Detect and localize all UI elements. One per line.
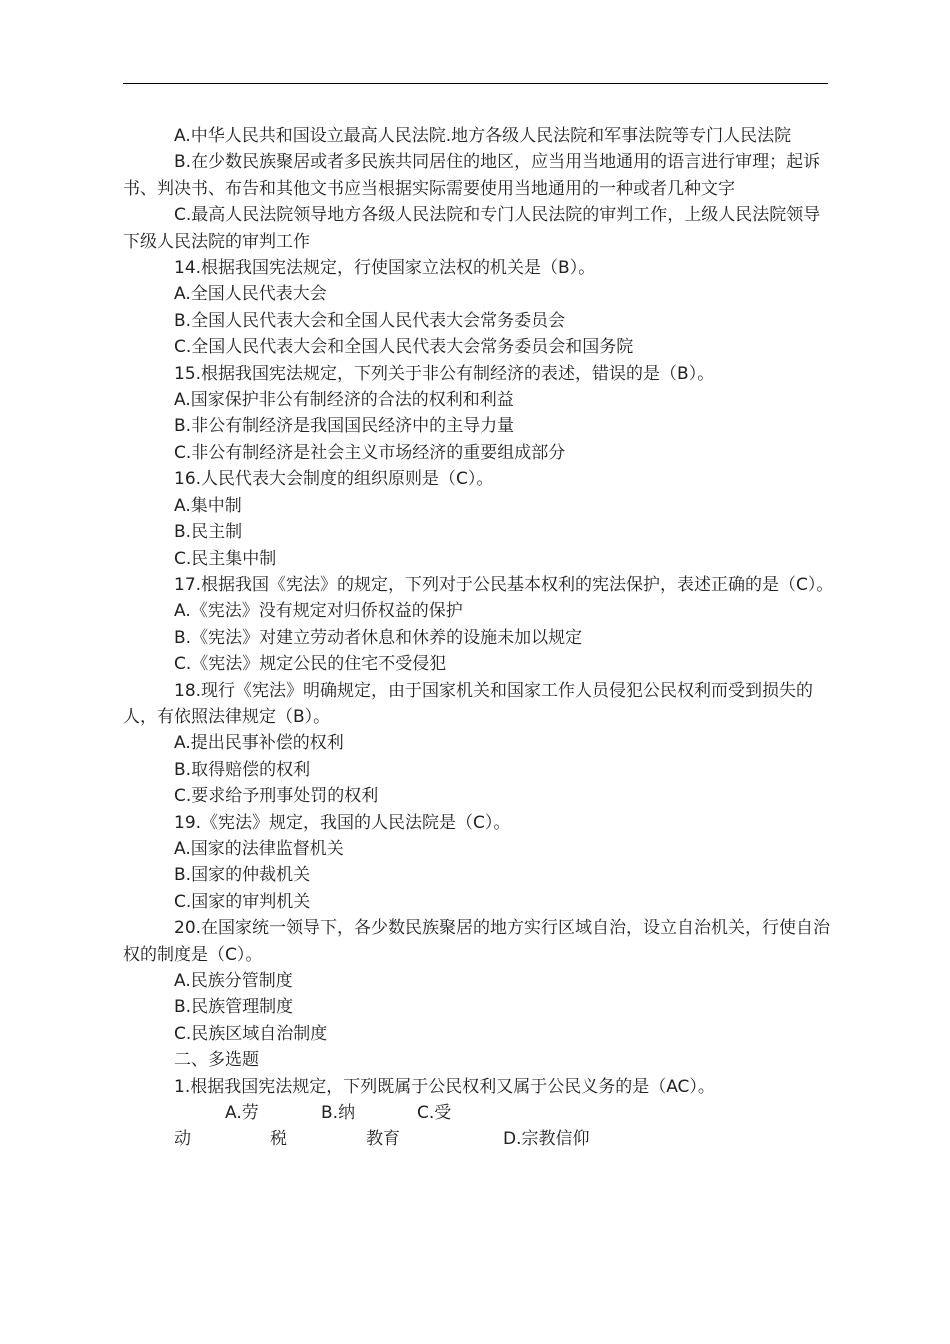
- question-20: 20.在国家统一领导下，各少数民族聚居的地方实行区域自治，设立自治机关，行使自治权的制度是（C）。: [123, 918, 831, 965]
- q19-option-a: A.国家的法律监督机关: [174, 838, 344, 859]
- multi-question-1: 1.根据我国宪法规定，下列既属于公民权利又属于公民义务的是（AC）。: [174, 1076, 715, 1097]
- q17-option-b: B.《宪法》对建立劳动者休息和休养的设施未加以规定: [174, 627, 583, 648]
- q20-option-b: B.民族管理制度: [174, 997, 294, 1018]
- q15-option-a: A.国家保护非公有制经济的合法的权利和利益: [174, 390, 514, 411]
- document-body: [123, 123, 835, 1153]
- q20-option-c: C.民族区域自治制度: [174, 1023, 328, 1044]
- section-heading-multiple-choice: 二、多选题: [174, 1050, 259, 1071]
- q14-option-c: C.全国人民代表大会和全国人民代表大会常务委员会和国务院: [174, 337, 634, 358]
- q16-option-c: C.民主集中制: [174, 548, 277, 569]
- q19-option-b: B.国家的仲裁机关: [174, 865, 311, 886]
- multi-q1-option-c: C.受教育: [366, 1103, 452, 1150]
- q15-option-b: B.非公有制经济是我国国民经济中的主导力量: [174, 416, 515, 437]
- q18-option-c: C.要求给予刑事处罚的权利: [174, 786, 379, 807]
- multi-q1-options: [123, 1100, 835, 1153]
- q16-option-a: A.集中制: [174, 495, 242, 516]
- q17-option-c: C.《宪法》规定公民的住宅不受侵犯: [174, 654, 447, 675]
- q18-option-a: A.提出民事补偿的权利: [174, 733, 344, 754]
- q13-option-a: A.中华人民共和国设立最高人民法院.地方各级人民法院和军事法院等专门人民法院: [174, 126, 792, 146]
- q13-option-b: B.在少数民族聚居或者多民族共同居住的地区，应当用当地通用的语言进行审理；起诉书、判决书、布告和其他文书应当根据实际需要使用当地通用的一种或者几种文字: [123, 152, 821, 199]
- multi-q1-option-a: A.劳动: [174, 1103, 259, 1150]
- question-16: 16.人民代表大会制度的组织原则是（C）。: [174, 469, 494, 490]
- question-19: 19.《宪法》规定，我国的人民法院是（C）。: [174, 812, 511, 833]
- question-15: 15.根据我国宪法规定，下列关于非公有制经济的表述，错误的是（B）。: [174, 363, 715, 384]
- q17-option-a: A.《宪法》没有规定对归侨权益的保护: [174, 601, 463, 622]
- q14-option-b: B.全国人民代表大会和全国人民代表大会常务委员会: [174, 310, 566, 331]
- header-rule: [123, 83, 828, 84]
- q20-option-a: A.民族分管制度: [174, 971, 293, 991]
- q16-option-b: B.民主制: [174, 522, 243, 543]
- q18-option-b: B.取得赔偿的权利: [174, 759, 311, 780]
- q14-option-a: A.全国人民代表大会: [174, 284, 327, 305]
- q19-option-c: C.国家的审判机关: [174, 891, 311, 912]
- question-14: 14.根据我国宪法规定，行使国家立法权的机关是（B）。: [174, 258, 596, 279]
- multi-q1-option-d: D.宗教信仰: [503, 1129, 590, 1150]
- question-17: 17.根据我国《宪法》的规定，下列对于公民基本权利的宪法保护，表述正确的是（C）。: [174, 574, 834, 595]
- question-18: 18.现行《宪法》明确规定，由于国家机关和国家工作人员侵犯公民权利而受到损失的人，有依照法律规定（B）。: [123, 680, 814, 727]
- q15-option-c: C.非公有制经济是社会主义市场经济的重要组成部分: [174, 442, 566, 463]
- multi-q1-option-b: B.纳税: [270, 1103, 356, 1150]
- q13-option-c: C.最高人民法院领导地方各级人民法院和专门人民法院的审判工作，上级人民法院领导下级人民法院的审判工作: [123, 205, 821, 252]
